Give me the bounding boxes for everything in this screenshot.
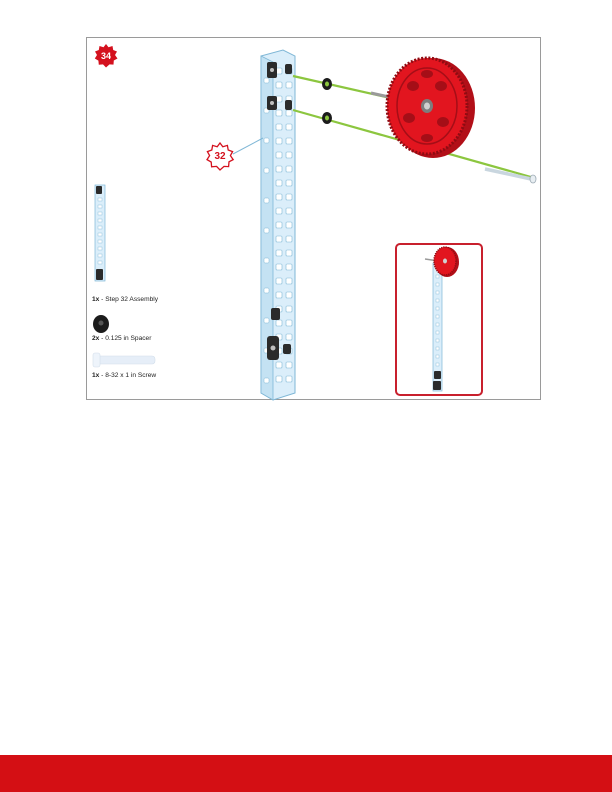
completed-assembly-image — [397, 245, 481, 394]
reference-step-badge — [205, 142, 235, 172]
part-name: 0.125 in Spacer — [105, 335, 152, 342]
part-qty: 1x — [92, 296, 100, 303]
completed-assembly-inset — [395, 243, 483, 396]
c-channel — [261, 50, 295, 400]
part-item: 1x - 8-32 x 1 in Screw — [92, 372, 157, 379]
part-item: 1x - Step 32 Assembly — [92, 296, 158, 303]
part-name: Step 32 Assembly — [105, 296, 158, 303]
part-name: 8-32 x 1 in Screw — [105, 372, 157, 379]
part-qty: 1x — [92, 372, 100, 379]
gear — [387, 58, 475, 158]
step-number-badge — [93, 43, 119, 69]
step-number: 34 — [100, 51, 111, 61]
part-qty: 2x — [92, 335, 100, 342]
part-item: 2x - 0.125 in Spacer — [92, 335, 152, 342]
instruction-panel — [86, 37, 541, 400]
callout-leader — [233, 138, 263, 154]
reference-step-number: 32 — [214, 151, 226, 162]
spacers — [322, 78, 332, 124]
footer-bar — [0, 755, 612, 792]
